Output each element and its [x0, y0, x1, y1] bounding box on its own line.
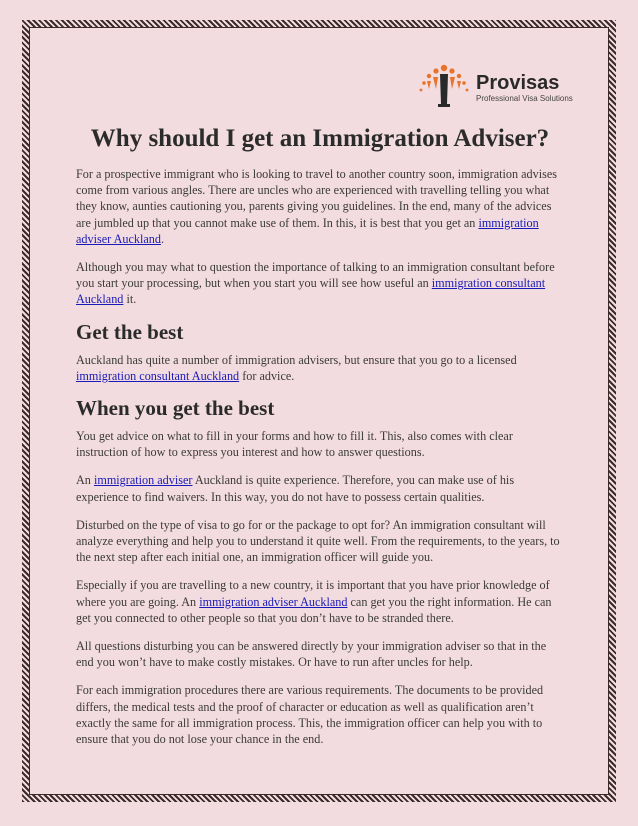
logo-name: Provisas [476, 71, 560, 94]
paragraph-forms: You get advice on what to fill in your forms and how to fill it. This, also comes with clear instruction of how to express you interest and how to answer questions. [76, 429, 513, 460]
paragraph-licensed: Auckland has quite a number of immigration advisers, but ensure that you go to a licensed immigration consultant Auckland for advice. [76, 352, 517, 383]
link-immigration-adviser-auckland[interactable]: immigration adviser Auckland [76, 215, 539, 246]
paragraph-waivers: An immigration adviser Auckland is quite experience. Therefore, you can make use of his experience to find waivers. In this way, you do not have to possess certain qualities. [76, 473, 515, 504]
heading-get-the-best: Get the best [76, 319, 184, 344]
link-immigration-consultant-auckland[interactable]: immigration consultant Auckland [76, 276, 546, 307]
link-immigration-adviser-auckland-2[interactable]: immigration adviser Auckland [199, 594, 348, 609]
article [76, 124, 564, 759]
people-logo-icon [416, 62, 472, 112]
paragraph-travelling: Especially if you are travelling to a new country, it is important that you have prior knowledge of where you are going. An immigration adviser Auckland can get you the right information. He can get you connected to other people so that you don’t have to be stranded there. [76, 578, 552, 625]
page-title: Why should I get an Immigration Adviser? [90, 125, 550, 152]
link-immigration-adviser[interactable]: immigration adviser [93, 473, 193, 488]
paragraph-questions: All questions disturbing you can be answered directly by your immigration adviser so that in the end you won’t have to make costly mistakes. Or have to run after uncles for help. [76, 639, 547, 670]
heading-when-you-get-the-best: When you get the best [76, 396, 275, 421]
paragraph-intro: For a prospective immigrant who is looking to travel to another country soon, immigration advises come from various angles. There are uncles who are experienced with travelling telling you what they know, aunties cautioning you, parents giving you guidelines. In the end, many of the advices are jumbled up that you cannot make use of them. In this, it is best that you get an immigration adviser Auckland. [76, 167, 557, 246]
paragraph-consultant: Although you may what to question the importance of talking to an immigration consultant before you start your processing, but when you start you will see how useful an immigration consultant Auckland it. [76, 260, 555, 307]
provisas-logo [416, 62, 573, 112]
link-immigration-consultant-auckland-2[interactable]: immigration consultant Auckland [76, 368, 240, 383]
logo-tagline: Professional Visa Solutions [476, 93, 573, 103]
paragraph-requirements: For each immigration procedures there are various requirements. The documents to be provided differs, the medical tests and the proof of character or education as well as qualification aren’t exactly the same for all immigration process. This, the immigration officer can help you with to ensure that you do not lose your chance in the end. [76, 683, 544, 747]
paragraph-visa-type: Disturbed on the type of visa to go for or the package to opt for? An immigration consultant will analyze everything and help you to understand it quite well. From the requirements, to the years, to the next step after each initial one, an immigration officer will guide you. [76, 517, 560, 565]
